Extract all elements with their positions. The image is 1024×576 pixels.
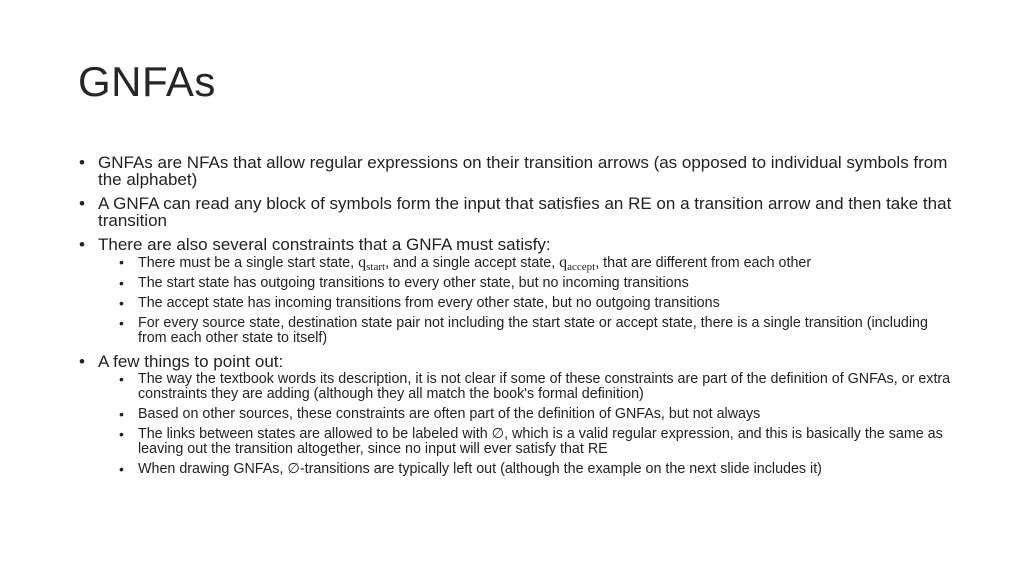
bullet-text: A few things to point out:	[98, 352, 284, 371]
bullet-text: There are also several constraints that a GNFA must satisfy:	[98, 235, 551, 254]
points-list	[118, 372, 958, 477]
sub-bullet-item: • When drawing GNFAs, ∅-transitions are typically left out (although the example on the next slide includes it)	[118, 462, 958, 477]
sub-bullet-item: • Based on other sources, these constraints are often part of the definition of GNFAs, but not always	[118, 407, 958, 422]
q-start-symbol: $q_{start}$	[358, 254, 386, 273]
bullet-item: • GNFAs are NFAs that allow regular expressions on their transition arrows (as opposed to individual symbols from the alphabet)	[78, 154, 958, 188]
sub-bullet-item: • The accept state has incoming transitions from every other state, but no outgoing transitions	[118, 296, 958, 311]
sub-bullet-text: There must be a single start state,	[138, 255, 359, 271]
bullet-item	[78, 353, 958, 477]
constraint-list	[118, 255, 958, 346]
bullet-list	[78, 154, 958, 477]
sub-bullet-item: • The start state has outgoing transitions to every other state, but no incoming transitions	[118, 276, 958, 291]
sub-bullet-text: , and a single accept state,	[385, 255, 560, 271]
slide-title: GNFAs	[78, 58, 216, 105]
sub-bullet-item: • For every source state, destination state pair not including the start state or accept state, there is a single transition (including from each other state to itself)	[118, 316, 958, 346]
sub-bullet-item: • The way the textbook words its description, it is not clear if some of these constraints are part of the definition of GNFAs, or extra constraints they are adding (although they all match the book's formal definition)	[118, 372, 958, 402]
slide-body	[78, 154, 958, 484]
sub-bullet-item	[118, 255, 958, 271]
sub-bullet-text: , that are different from each other	[595, 255, 812, 271]
sub-bullet-item: • The links between states are allowed to be labeled with ∅, which is a valid regular expression, and this is basically the same as leaving out the transition altogether, since no input will ever satisfy that RE	[118, 427, 958, 457]
q-accept-symbol: $q_{accept}$	[559, 254, 596, 273]
bullet-item	[78, 236, 958, 346]
bullet-item: • A GNFA can read any block of symbols form the input that satisfies an RE on a transition arrow and then take that transition	[78, 195, 958, 229]
